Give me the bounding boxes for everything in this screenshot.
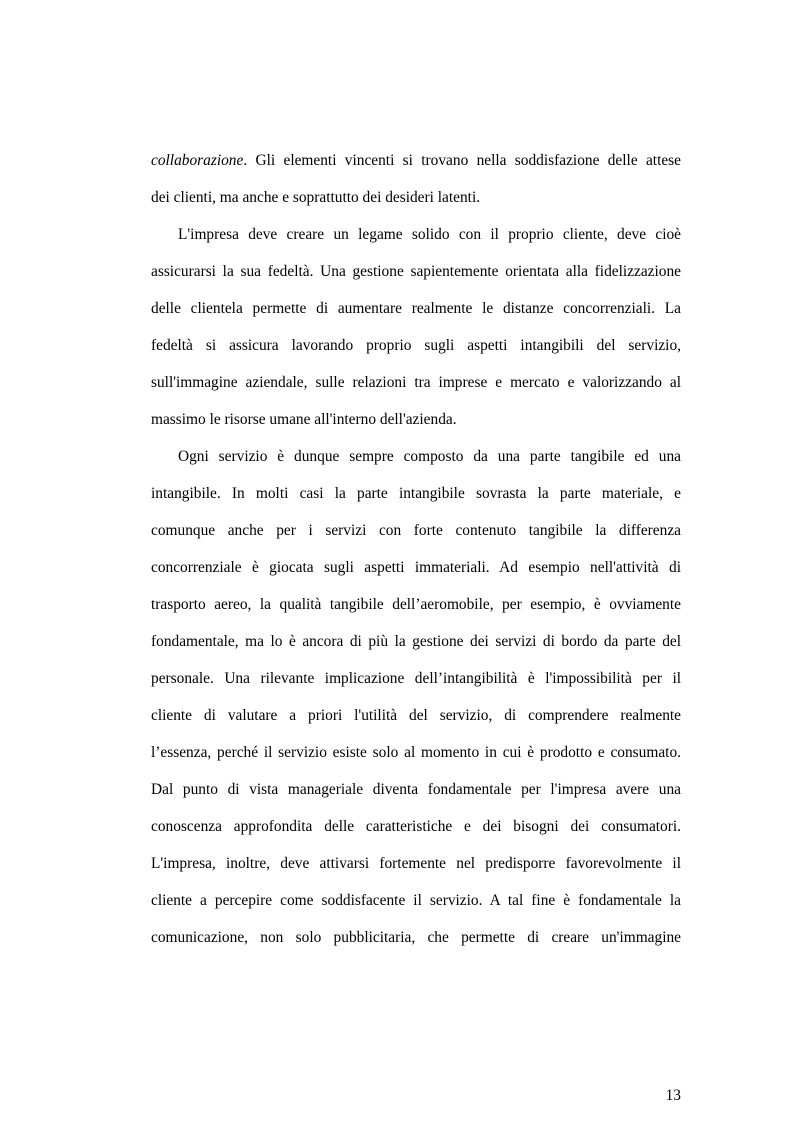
line-text: Dal punto di vista manageriale diventa fondamentale per l'impresa avere una [151, 781, 681, 798]
line-text: sull'immagine aziendale, sulle relazioni tra imprese e mercato e valorizzando al [151, 374, 681, 391]
line-text: . Gli elementi vincenti si trovano nella soddisfazione delle attese [243, 152, 681, 169]
line-text: cliente a percepire come soddisfacente il servizio. A tal fine è fondamentale la [151, 892, 681, 909]
text-line [151, 845, 681, 882]
text-line [151, 919, 681, 956]
line-text: intangibile. In molti casi la parte intangibile sovrasta la parte materiale, e [151, 485, 681, 502]
text-line [151, 808, 681, 845]
text-line [151, 438, 681, 475]
line-text: concorrenziale è giocata sugli aspetti immateriali. Ad esempio nell'attività di [151, 559, 681, 576]
line-text: fondamentale, ma lo è ancora di più la gestione dei servizi di bordo da parte del [151, 633, 681, 650]
line-text: L'impresa, inoltre, deve attivarsi fortemente nel predisporre favorevolmente il [151, 855, 681, 872]
text-line [151, 475, 681, 512]
text-line [151, 549, 681, 586]
line-text: massimo le risorse umane all'interno dell'azienda. [151, 411, 457, 428]
text-line [151, 771, 681, 808]
text-line [151, 512, 681, 549]
line-text: personale. Una rilevante implicazione dell’intangibilità è l'impossibilità per il [151, 670, 681, 687]
text-line [151, 586, 681, 623]
line-text: trasporto aereo, la qualità tangibile dell’aeromobile, per esempio, è ovviamente [151, 596, 681, 613]
text-line [151, 327, 681, 364]
text-line [151, 734, 681, 771]
line-text: l’essenza, perché il servizio esiste solo al momento in cui è prodotto e consumato. [151, 744, 681, 761]
page-number: 13 [665, 1087, 681, 1104]
text-line [151, 623, 681, 660]
line-text: dei clienti, ma anche e soprattutto dei desideri latenti. [151, 189, 481, 206]
text-line [151, 179, 681, 216]
text-line [151, 660, 681, 697]
text-line [151, 364, 681, 401]
line-text: fedeltà si assicura lavorando proprio sugli aspetti intangibili del servizio, [151, 337, 681, 354]
line-text: cliente di valutare a priori l'utilità del servizio, di comprendere realmente [151, 707, 681, 724]
line-text: comunicazione, non solo pubblicitaria, che permette di creare un'immagine [151, 929, 681, 946]
text-line [151, 290, 681, 327]
text-line [151, 697, 681, 734]
body-text [151, 142, 681, 956]
line-text: delle clientela permette di aumentare realmente le distanze concorrenziali. La [151, 300, 681, 317]
text-line [151, 253, 681, 290]
line-text: Ogni servizio è dunque sempre composto da una parte tangibile ed una [178, 448, 681, 465]
text-line [151, 216, 681, 253]
line-text: conoscenza approfondita delle caratteristiche e dei bisogni dei consumatori. [151, 818, 681, 835]
line-text: assicurarsi la sua fedeltà. Una gestione sapientemente orientata alla fidelizzazione [151, 263, 681, 280]
text-line [151, 882, 681, 919]
italic-term: collaborazione [151, 152, 244, 169]
text-line [151, 142, 681, 179]
line-text: L'impresa deve creare un legame solido con il proprio cliente, deve cioè [178, 226, 681, 243]
text-line [151, 401, 681, 438]
line-text: comunque anche per i servizi con forte contenuto tangibile la differenza [151, 522, 681, 539]
